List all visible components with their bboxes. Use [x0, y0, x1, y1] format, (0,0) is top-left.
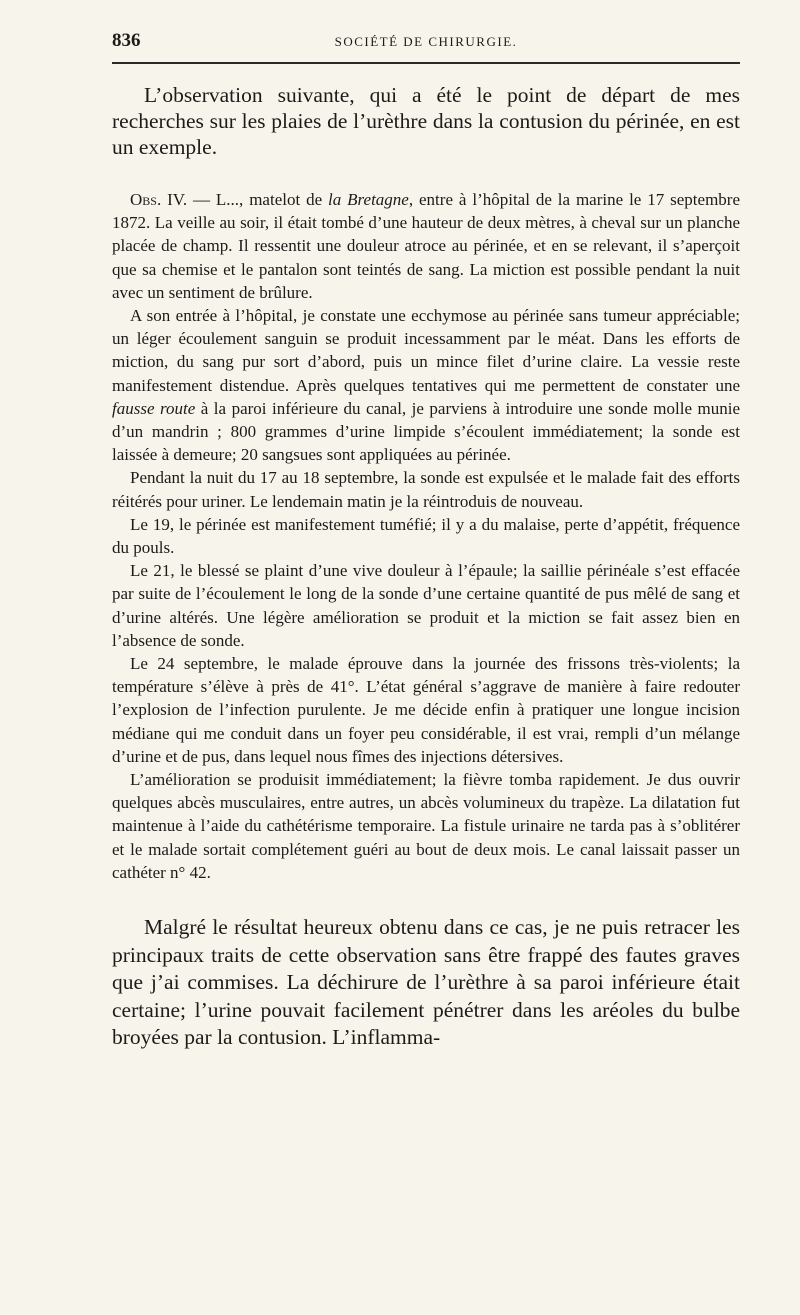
observation-lead: — L..., matelot de	[187, 190, 329, 209]
observation-paragraph-3: Pendant la nuit du 17 au 18 septembre, la sonde est expulsée et le malade fait des efforts réitérés pour uriner. Le lendemain matin je la réintroduis de nouveau.	[112, 468, 740, 511]
observation-paragraph-4: Le 19, le périnée est manifestement tuméfié; il y a du malaise, perte d’appétit, fréquence du pouls.	[112, 514, 740, 558]
observation-p2-before: A son entrée à l’hôpital, je constate une ecchymose au périnée sans tumeur appréciable; un léger écoulement sanguin se produit incessamment par le méat. Dans les efforts de miction, du sang pur sort d’abord, puis un mince filet d’urine claire. La vessie reste manifestement distendue. Après quelques tentatives qui me permettent de constater une	[112, 306, 740, 395]
conclusion-paragraph: Malgré le résultat heureux obtenu dans ce cas, je ne puis retracer les principaux traits de cette observation sans être frappé des fautes graves que j’ai commises. La déchirure de l’urèthre à sa paroi inférieure était certaine; l’urine pouvait facilement pénétrer dans les aréoles du bulbe broyées par la contusion. L’inflamma-	[112, 915, 740, 1050]
intro-paragraph: L’observation suivante, qui a été le point de départ de mes recherches sur les plaies de l’urèthre dans la contusion du périnée, en est un exemple.	[112, 83, 740, 159]
observation-paragraph-6: Le 24 septembre, le malade éprouve dans la journée des frissons très-violents; la température s’élève à près de 41°. L’état général s’aggrave de manière à faire redouter l’explosion de l’infection purulente. Je me décide enfin à pratiquer une longue incision médiane qui me conduit dans un foyer peu considérable, il est vrai, rempli d’un mélange d’urine et de pus, dans lequel nous fîmes des injections détersives.	[112, 654, 740, 766]
observation-block	[112, 188, 740, 884]
ship-name: la Bretagne	[328, 190, 409, 209]
observation-paragraph-1	[112, 188, 740, 304]
page-header	[112, 30, 740, 58]
observation-label: Obs. IV.	[130, 190, 188, 209]
page-number: 836	[112, 30, 141, 51]
observation-paragraph-2	[112, 304, 740, 466]
observation-p2-after: à la paroi inférieure du canal, je parviens à introduire une sonde molle munie d’un mandrin ; 800 grammes d’urine limpide s’écoulent immédiatement; la sonde est laissée à demeure; 20 sangsues sont appliquées au périnée.	[112, 398, 740, 465]
book-page	[112, 30, 740, 1052]
observation-paragraph-5: Le 21, le blessé se plaint d’une vive douleur à l’épaule; la saillie périnéale s’est effacée par suite de l’écoulement le long de la sonde d’une certaine quantité de pus mêlé de sang et d’urine altérés. Une légère amélioration se produit et la miction se fait assez bien en l’absence de sonde.	[112, 561, 740, 650]
running-head: SOCIÉTÉ DE CHIRURGIE.	[334, 34, 518, 49]
observation-paragraph-7: L’amélioration se produisit immédiatement; la fièvre tomba rapidement. Je dus ouvrir quelques abcès musculaires, entre autres, un abcès volumineux du trapèze. La dilatation fut maintenue à l’aide du cathétérisme temporaire. La fistule urinaire ne tarda pas à s’oblitérer et le malade sortait complétement guéri au bout de deux mois. Le canal laissait passer un cathéter n° 42.	[112, 770, 740, 882]
header-rule	[112, 62, 740, 64]
fausse-route-term: fausse route	[112, 398, 196, 418]
observation-first-rest: , entre à l’hôpital de la marine le 17 septembre 1872. La veille au soir, il était tombé d’une hauteur de deux mètres, à cheval sur un planche placée de champ. Il ressentit une douleur atroce au périnée, et en se relevant, il s’aperçoit que sa chemise et le pantalon sont teintés de sang. La miction est possible pendant la nuit avec un sentiment de brûlure.	[112, 190, 740, 302]
